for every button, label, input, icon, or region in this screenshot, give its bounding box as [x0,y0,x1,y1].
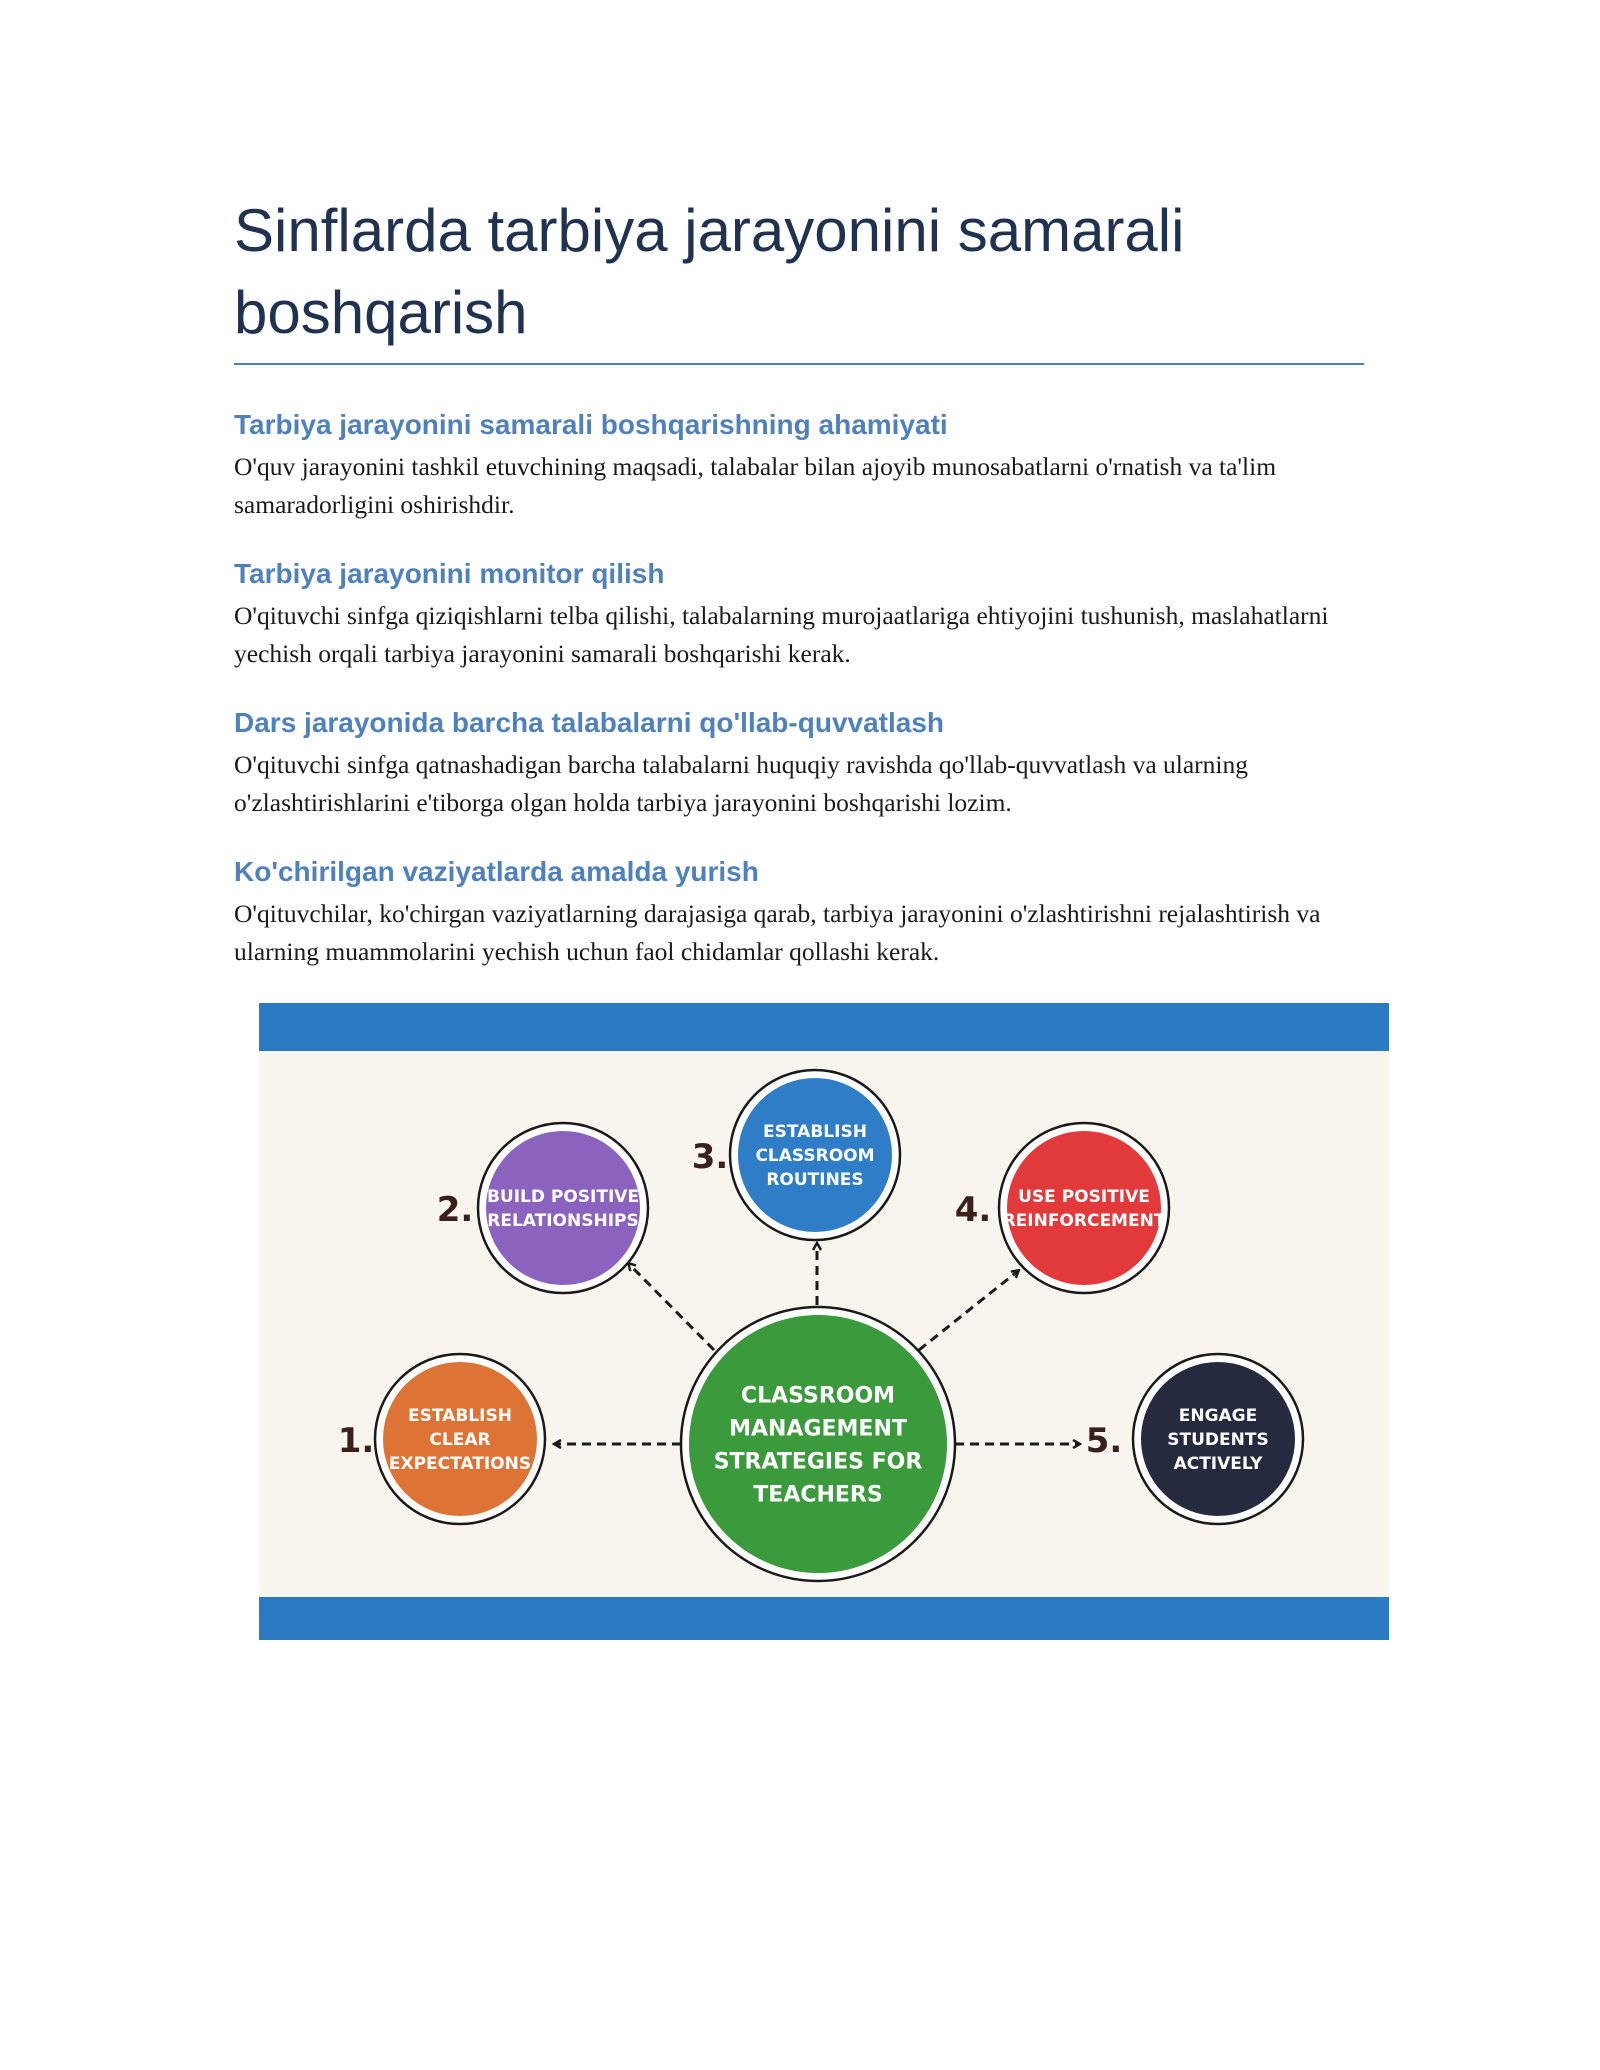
strategy-node-1-label-line: CLEAR [429,1430,491,1451]
strategy-node-3-label-line: ESTABLISH [763,1122,867,1143]
strategy-node-2-fill [485,1130,641,1286]
section-heading: Tarbiya jarayonini monitor qilish [234,558,665,589]
classroom-management-infographic [259,1003,1389,1640]
section-body: O'quv jarayonini tashkil etuvchining maqsadi, talabalar bilan ajoyib munosabatlarni o'rnatish va ta'lim samaradorligini oshirishdir. [234,452,1277,519]
strategy-node-4 [999,1123,1169,1293]
strategy-number-2: 2. [436,1190,474,1230]
strategy-node-1-label-line: ESTABLISH [408,1406,512,1427]
section-monitoring [234,555,1364,673]
center-node-label-line: STRATEGIES FOR [713,1449,923,1475]
section-body: O'qituvchi sinfga qatnashadigan barcha talabalarni huquqiy ravishda qo'llab-quvvatlash va ularning o'zlashtirishlarini e'tiborga olgan holda tarbiya jarayonini boshqarishi lozim. [234,750,1249,817]
strategy-node-5 [1133,1354,1303,1524]
section-body: O'qituvchi sinfga qiziqishlarni telba qilishi, talabalarning murojaatlariga ehtiyojini tushunish, maslahatlarni yechish orqali tarbiya jarayonini samarali boshqarishi kerak. [234,601,1329,668]
strategy-node-1-label-line: EXPECTATIONS [388,1454,532,1475]
section-heading: Ko'chirilgan vaziyatlarda amalda yurish [234,856,759,887]
top-band [259,1003,1389,1051]
center-node-label-line: CLASSROOM [740,1383,896,1409]
strategy-node-2-label-line: RELATIONSHIPS [487,1211,639,1232]
strategy-node-4-fill [1006,1130,1162,1286]
infographic-canvas [259,1003,1389,1640]
strategy-node-5-label-line: ENGAGE [1178,1406,1258,1427]
section-support [234,704,1364,822]
strategy-node-3-label-line: CLASSROOM [755,1146,875,1167]
center-node-label-line: TEACHERS [753,1482,883,1508]
strategy-node-1 [375,1354,545,1524]
strategy-number-4: 4. [954,1190,992,1230]
page-title: Sinflarda tarbiya jarayonini samarali boshqarish [234,197,1185,346]
center-node-fill [688,1314,948,1574]
strategy-node-2-label-line: BUILD POSITIVE [486,1187,640,1208]
strategy-node-4-label-line: REINFORCEMENT [1002,1211,1166,1232]
strategy-node-3 [730,1070,900,1240]
bottom-band [259,1597,1389,1640]
center-node-label-line: MANAGEMENT [729,1416,907,1442]
strategy-number-5: 5. [1085,1421,1123,1461]
strategy-node-4-label-line: USE POSITIVE [1018,1187,1150,1208]
section-body: O'qituvchilar, ko'chirgan vaziyatlarning darajasiga qarab, tarbiya jarayonini o'zlashtirishni rejalashtirish va ularning muammolarini yechish uchun faol chidamlar qollashi kerak. [234,899,1321,966]
strategy-node-5-label-line: ACTIVELY [1173,1454,1263,1475]
strategy-node-5-label-line: STUDENTS [1167,1430,1269,1451]
section-heading: Dars jarayonida barcha talabalarni qo'llab-quvvatlash [234,707,945,738]
title-divider [234,363,1364,365]
strategy-node-3-label-line: ROUTINES [766,1170,864,1191]
strategy-node-2 [478,1123,648,1293]
strategy-number-3: 3. [691,1137,729,1177]
section-situations [234,853,1364,971]
section-heading: Tarbiya jarayonini samarali boshqarishning ahamiyati [234,409,948,440]
center-node [681,1307,955,1581]
section-importance [234,406,1364,524]
strategy-number-1: 1. [337,1421,375,1461]
